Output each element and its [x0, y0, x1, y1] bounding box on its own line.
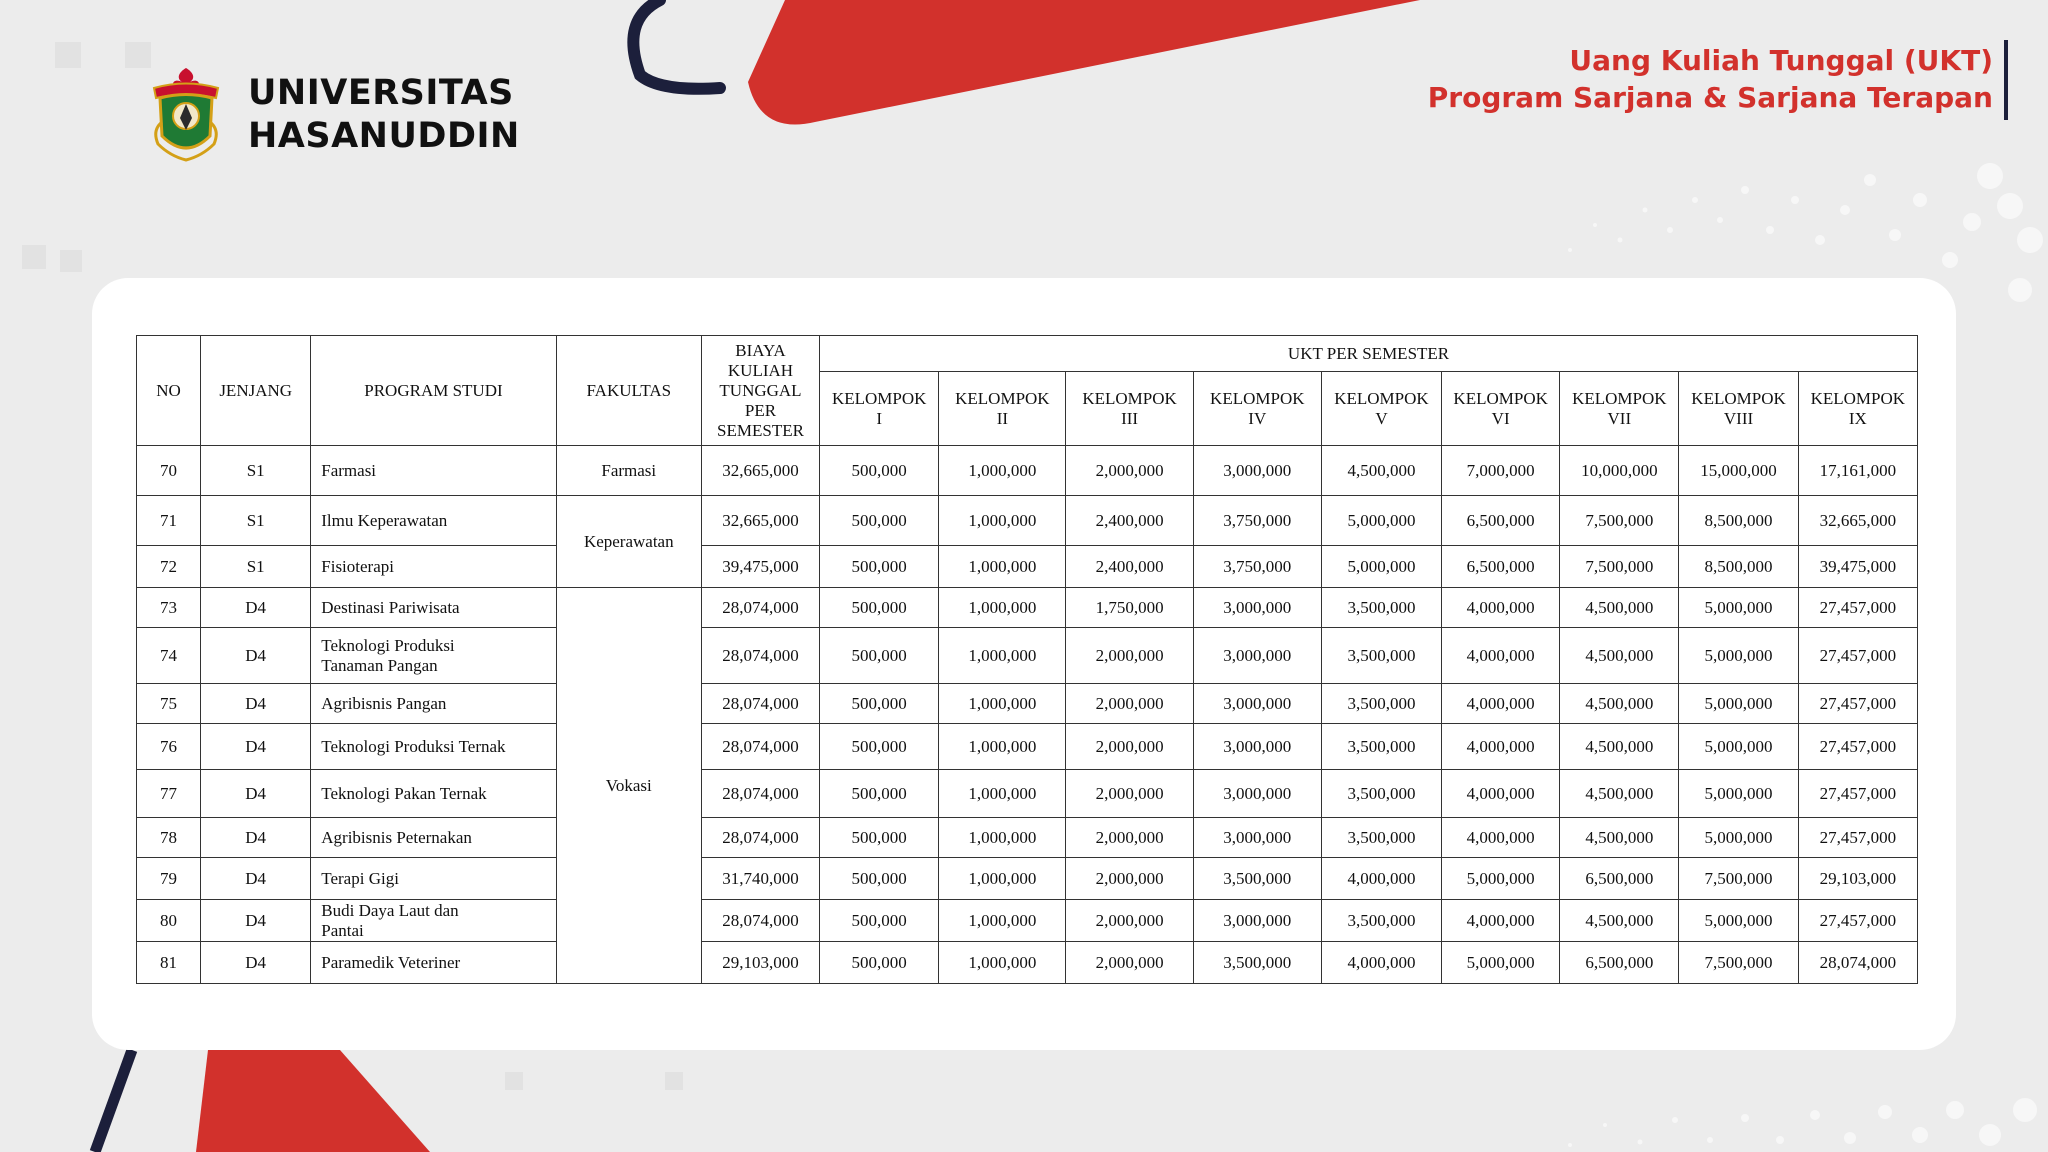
header-kelompok-numeral: II — [996, 408, 1009, 428]
page-title-line1: Uang Kuliah Tunggal (UKT) — [1569, 44, 1993, 77]
cell-kelompok: 27,457,000 — [1798, 628, 1917, 684]
header-kelompok-numeral: IV — [1248, 408, 1267, 428]
cell-jenjang: S1 — [201, 446, 311, 496]
header-biaya — [701, 336, 819, 446]
cell-kelompok: 5,000,000 — [1321, 546, 1441, 588]
cell-no: 77 — [137, 770, 201, 818]
cell-biaya: 32,665,000 — [701, 496, 819, 546]
cell-kelompok: 3,000,000 — [1193, 684, 1321, 724]
header-kelompok-label: KELOMPOK — [1572, 388, 1667, 408]
cell-kelompok: 4,000,000 — [1442, 684, 1560, 724]
program-studi-line: Agribisnis Pangan — [321, 693, 447, 713]
cell-kelompok: 1,000,000 — [939, 546, 1066, 588]
cell-kelompok: 8,500,000 — [1679, 496, 1798, 546]
ukt-table — [136, 335, 1918, 984]
cell-kelompok: 3,500,000 — [1321, 724, 1441, 770]
cell-jenjang: D4 — [201, 942, 311, 984]
header-kelompok — [1560, 372, 1679, 446]
cell-program-studi — [311, 546, 556, 588]
cell-program-studi — [311, 684, 556, 724]
cell-kelompok: 2,000,000 — [1066, 446, 1193, 496]
cell-no: 72 — [137, 546, 201, 588]
cell-kelompok: 3,000,000 — [1193, 770, 1321, 818]
cell-jenjang: D4 — [201, 588, 311, 628]
cell-kelompok: 1,000,000 — [939, 588, 1066, 628]
cell-kelompok: 5,000,000 — [1442, 858, 1560, 900]
cell-biaya: 29,103,000 — [701, 942, 819, 984]
cell-kelompok: 27,457,000 — [1798, 770, 1917, 818]
cell-jenjang: D4 — [201, 818, 311, 858]
cell-kelompok: 500,000 — [820, 546, 939, 588]
cell-kelompok: 3,500,000 — [1193, 942, 1321, 984]
cell-kelompok: 4,000,000 — [1321, 942, 1441, 984]
header-biaya-line: BIAYA — [735, 340, 786, 360]
cell-kelompok: 3,750,000 — [1193, 496, 1321, 546]
cell-kelompok: 6,500,000 — [1442, 496, 1560, 546]
header-biaya-line: KULIAH — [727, 360, 794, 380]
cell-kelompok: 1,000,000 — [939, 818, 1066, 858]
cell-kelompok: 3,500,000 — [1321, 818, 1441, 858]
cell-program-studi — [311, 496, 556, 546]
cell-biaya: 32,665,000 — [701, 446, 819, 496]
cell-kelompok: 3,500,000 — [1321, 900, 1441, 942]
cell-program-studi — [311, 942, 556, 984]
table-row — [137, 496, 1918, 546]
header-program-studi: PROGRAM STUDI — [311, 336, 556, 446]
cell-jenjang: D4 — [201, 900, 311, 942]
header-kelompok-label: KELOMPOK — [1453, 388, 1548, 408]
cell-kelompok: 5,000,000 — [1679, 628, 1798, 684]
table-row — [137, 858, 1918, 900]
header-kelompok-numeral: IX — [1848, 408, 1867, 428]
cell-biaya: 28,074,000 — [701, 818, 819, 858]
cell-no: 74 — [137, 628, 201, 684]
header-kelompok-numeral: VII — [1607, 408, 1632, 428]
cell-kelompok: 5,000,000 — [1679, 588, 1798, 628]
cell-kelompok: 1,000,000 — [939, 684, 1066, 724]
cell-kelompok: 1,000,000 — [939, 858, 1066, 900]
header-kelompok — [820, 372, 939, 446]
cell-biaya: 31,740,000 — [701, 858, 819, 900]
cell-kelompok: 2,000,000 — [1066, 900, 1193, 942]
cell-kelompok: 3,500,000 — [1321, 628, 1441, 684]
university-name-line1: UNIVERSITAS — [248, 73, 514, 113]
cell-kelompok: 2,000,000 — [1066, 818, 1193, 858]
header-biaya-line: SEMESTER — [717, 420, 804, 440]
program-studi-line: Agribisnis Peternakan — [321, 827, 472, 847]
cell-kelompok: 5,000,000 — [1442, 942, 1560, 984]
university-logo — [146, 64, 226, 164]
cell-kelompok: 3,500,000 — [1321, 684, 1441, 724]
header-kelompok-numeral: V — [1375, 408, 1388, 428]
cell-kelompok: 500,000 — [820, 770, 939, 818]
cell-kelompok: 5,000,000 — [1679, 770, 1798, 818]
cell-kelompok: 5,000,000 — [1679, 724, 1798, 770]
header-kelompok-label: KELOMPOK — [1810, 388, 1906, 408]
cell-no: 70 — [137, 446, 201, 496]
cell-kelompok: 4,500,000 — [1560, 818, 1679, 858]
header-fakultas: FAKULTAS — [556, 336, 701, 446]
cell-kelompok: 7,500,000 — [1560, 546, 1679, 588]
university-name — [248, 72, 520, 158]
table-row — [137, 684, 1918, 724]
header-kelompok — [1193, 372, 1321, 446]
cell-kelompok: 7,000,000 — [1442, 446, 1560, 496]
cell-kelompok: 4,500,000 — [1321, 446, 1441, 496]
cell-jenjang: D4 — [201, 628, 311, 684]
header-kelompok-label: KELOMPOK — [1691, 388, 1786, 408]
cell-kelompok: 4,500,000 — [1560, 588, 1679, 628]
cell-kelompok: 1,000,000 — [939, 942, 1066, 984]
header-kelompok — [1066, 372, 1193, 446]
cell-jenjang: D4 — [201, 724, 311, 770]
header-jenjang: JENJANG — [201, 336, 311, 446]
header-kelompok — [1798, 372, 1917, 446]
cell-kelompok: 8,500,000 — [1679, 546, 1798, 588]
cell-no: 79 — [137, 858, 201, 900]
cell-jenjang: D4 — [201, 684, 311, 724]
program-studi-line: Fisioterapi — [321, 556, 394, 576]
cell-kelompok: 17,161,000 — [1798, 446, 1917, 496]
cell-kelompok: 10,000,000 — [1560, 446, 1679, 496]
cell-kelompok: 2,000,000 — [1066, 858, 1193, 900]
cell-kelompok: 7,500,000 — [1560, 496, 1679, 546]
cell-program-studi — [311, 818, 556, 858]
table-row — [137, 628, 1918, 684]
program-studi-line: Terapi Gigi — [321, 868, 399, 888]
cell-no: 78 — [137, 818, 201, 858]
cell-biaya: 28,074,000 — [701, 770, 819, 818]
cell-kelompok: 1,000,000 — [939, 900, 1066, 942]
header-kelompok-numeral: I — [876, 408, 882, 428]
cell-kelompok: 2,400,000 — [1066, 496, 1193, 546]
cell-program-studi — [311, 900, 556, 942]
header-biaya-line: TUNGGAL — [719, 380, 802, 400]
cell-kelompok: 3,000,000 — [1193, 628, 1321, 684]
cell-kelompok: 27,457,000 — [1798, 588, 1917, 628]
header-kelompok-label: KELOMPOK — [1210, 388, 1305, 408]
program-studi-line: Teknologi Produksi — [321, 635, 455, 655]
cell-kelompok: 1,750,000 — [1066, 588, 1193, 628]
table-row — [137, 770, 1918, 818]
cell-kelompok: 1,000,000 — [939, 770, 1066, 818]
cell-kelompok: 29,103,000 — [1798, 858, 1917, 900]
cell-kelompok: 3,000,000 — [1193, 818, 1321, 858]
cell-kelompok: 500,000 — [820, 900, 939, 942]
cell-kelompok: 4,000,000 — [1442, 818, 1560, 858]
cell-program-studi — [311, 628, 556, 684]
page-title — [1428, 42, 1993, 116]
header-kelompok — [939, 372, 1066, 446]
cell-no: 73 — [137, 588, 201, 628]
cell-kelompok: 2,400,000 — [1066, 546, 1193, 588]
cell-kelompok: 5,000,000 — [1679, 684, 1798, 724]
cell-no: 76 — [137, 724, 201, 770]
cell-no: 71 — [137, 496, 201, 546]
cell-jenjang: D4 — [201, 858, 311, 900]
cell-fakultas: Farmasi — [556, 446, 701, 496]
cell-kelompok: 4,500,000 — [1560, 770, 1679, 818]
cell-biaya: 28,074,000 — [701, 724, 819, 770]
cell-kelompok: 32,665,000 — [1798, 496, 1917, 546]
page-title-line2: Program Sarjana & Sarjana Terapan — [1427, 81, 1993, 114]
cell-kelompok: 4,500,000 — [1560, 628, 1679, 684]
cell-kelompok: 2,000,000 — [1066, 942, 1193, 984]
cell-kelompok: 500,000 — [820, 724, 939, 770]
program-studi-line: Destinasi Pariwisata — [321, 597, 460, 617]
cell-kelompok: 27,457,000 — [1798, 724, 1917, 770]
cell-kelompok: 2,000,000 — [1066, 724, 1193, 770]
cell-kelompok: 5,000,000 — [1321, 496, 1441, 546]
cell-no: 75 — [137, 684, 201, 724]
program-studi-line: Teknologi Pakan Ternak — [321, 783, 487, 803]
cell-kelompok: 6,500,000 — [1560, 942, 1679, 984]
cell-fakultas: Vokasi — [556, 588, 701, 984]
cell-kelompok: 2,000,000 — [1066, 770, 1193, 818]
cell-kelompok: 4,000,000 — [1442, 588, 1560, 628]
cell-kelompok: 1,000,000 — [939, 724, 1066, 770]
header-kelompok-label: KELOMPOK — [1334, 388, 1429, 408]
cell-kelompok: 4,000,000 — [1442, 900, 1560, 942]
header-kelompok-label: KELOMPOK — [831, 388, 927, 408]
cell-kelompok: 500,000 — [820, 588, 939, 628]
cell-kelompok: 3,500,000 — [1321, 588, 1441, 628]
cell-kelompok: 4,500,000 — [1560, 900, 1679, 942]
cell-kelompok: 1,000,000 — [939, 496, 1066, 546]
cell-kelompok: 3,000,000 — [1193, 446, 1321, 496]
header-no: NO — [137, 336, 201, 446]
cell-kelompok: 3,000,000 — [1193, 724, 1321, 770]
cell-kelompok: 3,000,000 — [1193, 900, 1321, 942]
university-name-line2: HASANUDDIN — [248, 116, 520, 156]
cell-biaya: 28,074,000 — [701, 684, 819, 724]
header-kelompok-label: KELOMPOK — [1082, 388, 1177, 408]
cell-kelompok: 500,000 — [820, 858, 939, 900]
header-kelompok-numeral: III — [1121, 408, 1139, 428]
table-row — [137, 588, 1918, 628]
table-row — [137, 724, 1918, 770]
table-row — [137, 546, 1918, 588]
cell-kelompok: 500,000 — [820, 942, 939, 984]
cell-program-studi — [311, 724, 556, 770]
cell-kelompok: 2,000,000 — [1066, 684, 1193, 724]
cell-kelompok: 28,074,000 — [1798, 942, 1917, 984]
program-studi-line: Tanaman Pangan — [321, 655, 438, 675]
table-row — [137, 900, 1918, 942]
cell-kelompok: 500,000 — [820, 684, 939, 724]
header-kelompok-numeral: VI — [1491, 408, 1510, 428]
header-kelompok — [1321, 372, 1441, 446]
cell-kelompok: 7,500,000 — [1679, 942, 1798, 984]
cell-kelompok: 27,457,000 — [1798, 684, 1917, 724]
cell-program-studi — [311, 770, 556, 818]
cell-kelompok: 4,000,000 — [1442, 628, 1560, 684]
cell-kelompok: 4,000,000 — [1442, 770, 1560, 818]
header-kelompok — [1442, 372, 1560, 446]
cell-program-studi — [311, 446, 556, 496]
cell-kelompok: 3,500,000 — [1321, 770, 1441, 818]
cell-kelompok: 1,000,000 — [939, 628, 1066, 684]
cell-no: 80 — [137, 900, 201, 942]
cell-kelompok: 4,000,000 — [1442, 724, 1560, 770]
program-studi-line: Paramedik Veteriner — [321, 952, 461, 972]
cell-jenjang: D4 — [201, 770, 311, 818]
cell-kelompok: 4,500,000 — [1560, 684, 1679, 724]
cell-biaya: 39,475,000 — [701, 546, 819, 588]
table-row — [137, 942, 1918, 984]
cell-kelompok: 500,000 — [820, 446, 939, 496]
cell-kelompok: 6,500,000 — [1442, 546, 1560, 588]
cell-kelompok: 27,457,000 — [1798, 818, 1917, 858]
cell-kelompok: 5,000,000 — [1679, 818, 1798, 858]
cell-no: 81 — [137, 942, 201, 984]
cell-biaya: 28,074,000 — [701, 900, 819, 942]
header-ukt-per-semester: UKT PER SEMESTER — [820, 336, 1918, 372]
cell-kelompok: 15,000,000 — [1679, 446, 1798, 496]
cell-program-studi — [311, 588, 556, 628]
cell-kelompok: 3,750,000 — [1193, 546, 1321, 588]
cell-kelompok: 4,000,000 — [1321, 858, 1441, 900]
cell-kelompok: 7,500,000 — [1679, 858, 1798, 900]
cell-kelompok: 500,000 — [820, 628, 939, 684]
table-row — [137, 446, 1918, 496]
program-studi-line: Teknologi Produksi Ternak — [321, 736, 506, 756]
cell-jenjang: S1 — [201, 496, 311, 546]
cell-kelompok: 27,457,000 — [1798, 900, 1917, 942]
program-studi-line: Farmasi — [321, 460, 377, 480]
program-studi-line: Budi Daya Laut dan — [321, 900, 459, 920]
cell-kelompok: 500,000 — [820, 496, 939, 546]
header-kelompok-label: KELOMPOK — [955, 388, 1050, 408]
table-row — [137, 818, 1918, 858]
cell-kelompok: 500,000 — [820, 818, 939, 858]
cell-kelompok: 2,000,000 — [1066, 628, 1193, 684]
cell-biaya: 28,074,000 — [701, 588, 819, 628]
header-kelompok — [1679, 372, 1798, 446]
program-studi-line: Ilmu Keperawatan — [321, 510, 448, 530]
cell-kelompok: 3,000,000 — [1193, 588, 1321, 628]
cell-fakultas: Keperawatan — [556, 496, 701, 588]
cell-biaya: 28,074,000 — [701, 628, 819, 684]
cell-jenjang: S1 — [201, 546, 311, 588]
cell-kelompok: 3,500,000 — [1193, 858, 1321, 900]
title-accent-bar — [2004, 40, 2008, 120]
cell-kelompok: 39,475,000 — [1798, 546, 1917, 588]
cell-kelompok: 5,000,000 — [1679, 900, 1798, 942]
cell-kelompok: 6,500,000 — [1560, 858, 1679, 900]
cell-kelompok: 4,500,000 — [1560, 724, 1679, 770]
cell-program-studi — [311, 858, 556, 900]
cell-kelompok: 1,000,000 — [939, 446, 1066, 496]
program-studi-line: Pantai — [321, 920, 364, 940]
header-kelompok-numeral: VIII — [1723, 408, 1754, 428]
header-biaya-line: PER — [744, 400, 777, 420]
